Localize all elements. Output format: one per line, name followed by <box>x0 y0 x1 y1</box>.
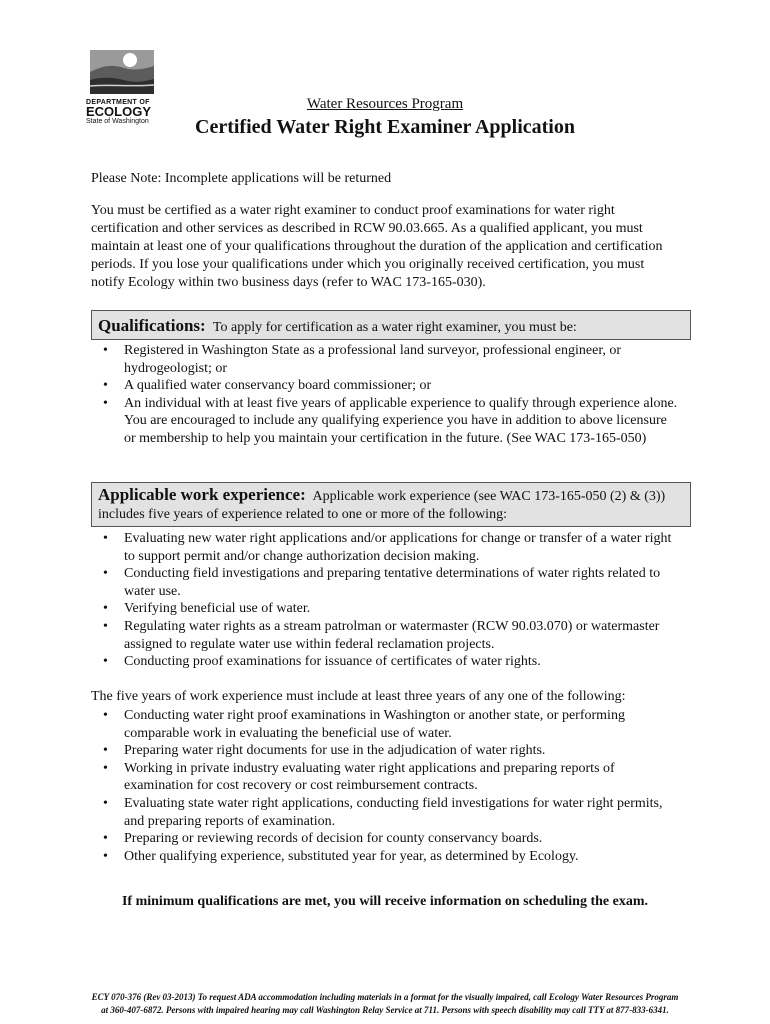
ecology-logo-graphic-icon <box>90 50 154 94</box>
list-item: • Regulating water rights as a stream patrolman or watermaster (RCW 90.03.070) or watermaster assigned to regulate water use within federal reclamation projects. <box>103 618 660 652</box>
program-name: Water Resources Program <box>306 96 464 112</box>
list-item: • Conducting field investigations and preparing tentative determinations of water rights related to water use. <box>103 566 661 599</box>
footer-line-1: ECY 070-376 (Rev 03-2013) To request ADA accommodation including materials in a format for the visually impaired, call Ecology Water Resources Program <box>91 992 679 1002</box>
note-text: Please Note: Incomplete applications will be returned <box>91 171 392 186</box>
list-item: • Verifying beneficial use of water. <box>103 601 311 617</box>
bullet-icon: • <box>103 378 108 394</box>
bullet-icon: • <box>103 654 108 670</box>
list-item: • Preparing water right documents for use in the adjudication of water rights. <box>103 743 546 759</box>
footer-line-2: at 360-407-6872. Persons with impaired hearing may call Washington Relay Service at 711. Persons with speech disability may call TTY at 877-833-6341. <box>101 1005 669 1015</box>
bullet-icon: • <box>103 566 108 582</box>
logo-ecology-text: ECOLOGY <box>86 104 152 119</box>
work-experience-text: Applicable work experience (see WAC 173-165-050 (2) & (3)) includes five years of experience related to one or more of the following: <box>98 489 666 522</box>
logo-state-text: State of Washington <box>86 118 149 125</box>
bullet-icon: • <box>103 708 108 723</box>
closing-statement: If minimum qualifications are met, you will receive information on scheduling the exam. <box>121 894 648 909</box>
work-experience-list <box>91 530 681 671</box>
bullet-icon: • <box>103 395 108 411</box>
qualifications-text: To apply for certification as a water right examiner, you must be: <box>212 320 577 335</box>
list-item: • Working in private industry evaluating water right applications and preparing reports of examination for cost recovery or cost reimbursement contracts. <box>103 760 615 794</box>
logo-department-text: DEPARTMENT OF <box>86 99 150 106</box>
list-item: • Registered in Washington State as a professional land surveyor, professional engineer, or hydrogeologist; or <box>103 343 622 376</box>
work-experience-heading: Applicable work experience: <box>98 485 306 504</box>
bullet-icon: • <box>103 795 108 811</box>
document-title: Certified Water Right Examiner Application <box>195 116 575 138</box>
list-item: • Evaluating new water right applications and/or applications for change or transfer of a water right to support permit and/or change authorization decision making. <box>103 531 672 564</box>
list-item: • Evaluating state water right applications, conducting field investigations for water right permits, and preparing reports of examination. <box>103 795 663 829</box>
bullet-icon: • <box>103 760 108 776</box>
bullet-icon: • <box>103 531 108 546</box>
intro-paragraph: You must be certified as a water right examiner to conduct proof examinations for water right certification and other services as described in RCW 90.03.665. As a qualified applicant, you must maintain at least one of your qualifications throughout the duration of the application and certification periods. If you lose your qualifications under which you originally received certification, you must notify Ecology within two business days (refer to WAC 173-165-030). <box>91 203 663 290</box>
bullet-icon: • <box>103 601 108 617</box>
list-item: • Preparing or reviewing records of decision for county conservancy boards. <box>103 831 543 847</box>
list-item: • An individual with at least five years of applicable experience to qualify through experience alone. You are encouraged to include any qualifying experience you have in addition to above licensure or membership to help you maintain your certification in the future. (See WAC 173-165-050) <box>103 395 678 446</box>
qualifications-heading: Qualifications: <box>98 316 206 335</box>
footer <box>30 991 740 1017</box>
list-item: • A qualified water conservancy board commissioner; or <box>103 378 432 394</box>
work-experience-box <box>91 482 691 527</box>
bullet-icon: • <box>103 848 108 864</box>
qualifications-box <box>91 310 691 340</box>
five-years-text: The five years of work experience must include at least three years of any one of the following: <box>91 689 626 704</box>
five-years-list <box>91 707 681 865</box>
list-item: • Other qualifying experience, substituted year for year, as determined by Ecology. <box>103 848 579 864</box>
bullet-icon: • <box>103 343 108 358</box>
qualifications-list <box>91 342 681 448</box>
bullet-icon: • <box>103 831 108 847</box>
list-item: • Conducting water right proof examinations in Washington or another state, or performing comparable work in evaluating the beneficial use of water. <box>103 708 625 741</box>
bullet-icon: • <box>103 618 108 634</box>
list-item: • Conducting proof examinations for issuance of certificates of water rights. <box>103 654 541 670</box>
bullet-icon: • <box>103 743 108 759</box>
